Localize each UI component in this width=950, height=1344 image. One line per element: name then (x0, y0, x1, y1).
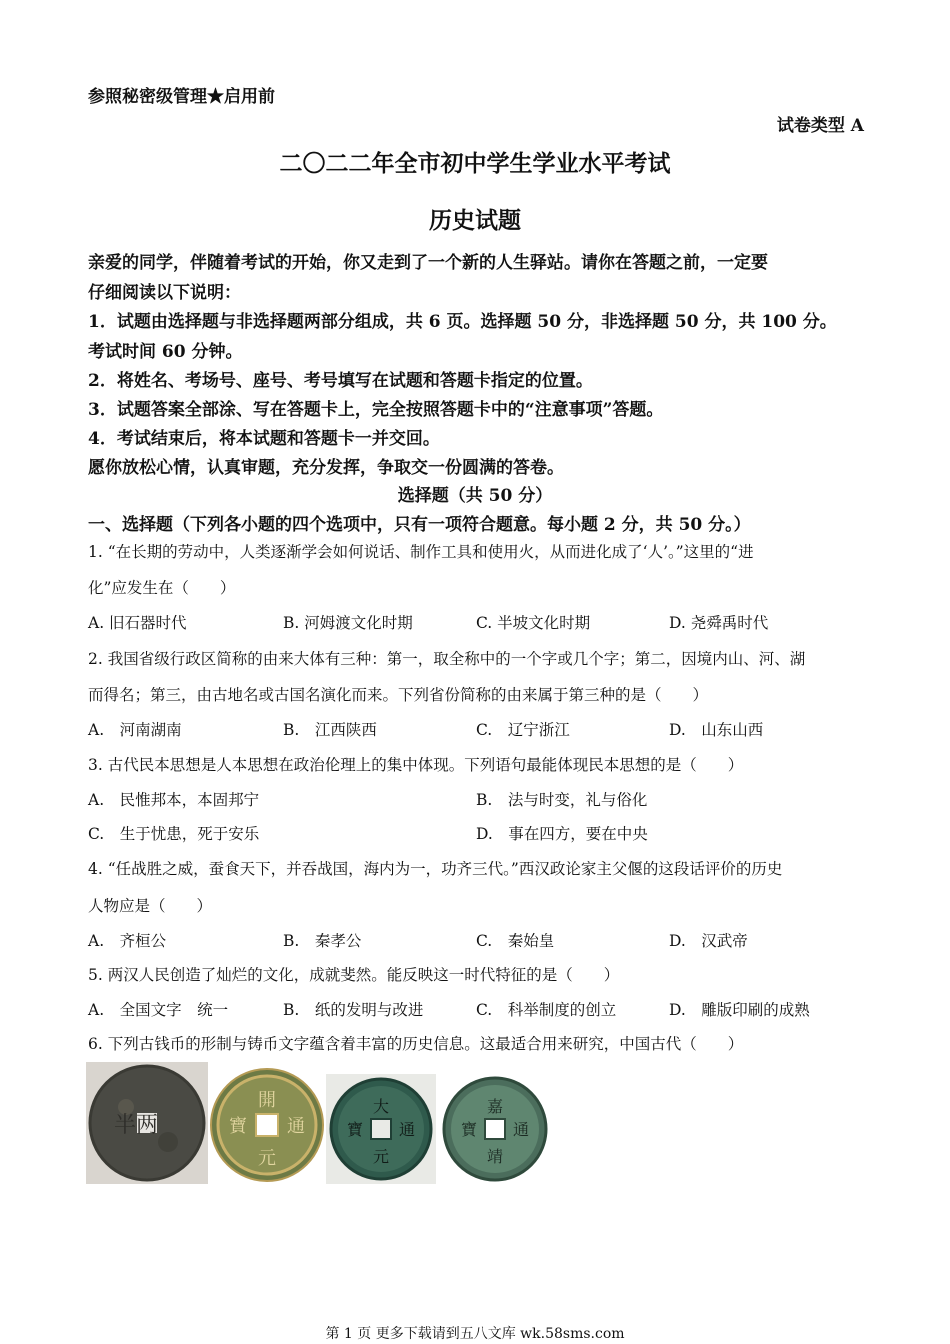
coin-image-banliang (86, 1062, 208, 1184)
q2-option-d: D. 山东山西 (669, 721, 764, 739)
question-2-text: 2. 我国省级行政区简称的由来大体有三种：第一，取全称中的一个字或几个字；第二，因境内山、河、湖 (88, 650, 806, 668)
section-instruction: 一、选择题（下列各小题的四个选项中，只有一项符合题意。每小题 2 分，共 50 分。） (88, 515, 751, 535)
rule-2: 2．将姓名、考场号、座号、考号填写在试题和答题卡指定的位置。 (88, 371, 593, 391)
question-1-text-cont: 化”应发生在（ ） (88, 579, 236, 597)
svg-text:寶: 寶 (460, 1120, 478, 1139)
svg-text:大: 大 (372, 1097, 390, 1116)
q3-option-d: D. 事在四方，要在中央 (476, 825, 648, 843)
q4-option-c: C. 秦始皇 (476, 932, 555, 950)
svg-text:通: 通 (287, 1116, 305, 1137)
question-6-text: 6. 下列古钱币的形制与铸币文字蕴含着丰富的历史信息。这最适合用来研究，中国古代（ ） (88, 1035, 744, 1053)
svg-text:開: 開 (258, 1090, 276, 1111)
question-4-text: 4. “任战胜之威，蚕食天下，并吞战国，海内为一，功齐三代。”西汉政论家主父偃的这段话评价的历史 (88, 860, 783, 878)
q3-option-a: A. 民惟邦本，本固邦宁 (88, 791, 260, 809)
q4-option-a: A. 齐桓公 (88, 932, 167, 950)
question-2-text-cont: 而得名；第三，由古地名或古国名演化而来。下列省份简称的由来属于第三种的是（ ） (88, 686, 709, 704)
q1-option-a: A. 旧石器时代 (88, 614, 187, 632)
q5-option-b: B. 纸的发明与改进 (283, 1001, 424, 1019)
q4-option-d: D. 汉武帝 (669, 932, 748, 950)
svg-text:寶: 寶 (346, 1120, 364, 1139)
rule-1-cont: 考试时间 60 分钟。 (88, 342, 243, 362)
rule-4: 4．考试结束后，将本试题和答题卡一并交回。 (88, 429, 440, 449)
intro-line: 仔细阅读以下说明： (88, 283, 241, 303)
rule-3: 3．试题答案全部涂、写在答题卡上，完全按照答题卡中的“注意事项”答题。 (88, 400, 664, 420)
svg-text:元: 元 (258, 1148, 276, 1169)
wish-line: 愿你放松心情，认真审题，充分发挥，争取交一份圆满的答卷。 (88, 458, 564, 478)
q5-option-d: D. 雕版印刷的成熟 (669, 1001, 810, 1019)
svg-text:通: 通 (398, 1120, 416, 1139)
q1-option-b: B. 河姆渡文化时期 (283, 614, 413, 632)
exam-title: 二〇二二年全市初中学生学业水平考试 (279, 150, 671, 177)
question-1-text: 1. “在长期的劳动中，人类逐渐学会如何说话、制作工具和使用火，从而进化成了‘人’。”这里的“进 (88, 543, 754, 561)
svg-text:寶: 寶 (229, 1116, 247, 1137)
svg-text:元: 元 (372, 1147, 390, 1166)
svg-text:通: 通 (512, 1120, 530, 1139)
coin-image-dayuan (326, 1074, 436, 1184)
q1-option-c: C. 半坡文化时期 (476, 614, 591, 632)
page-footer: 第 1 页 更多下载请到五八文库 wk.58sms.com (325, 1326, 625, 1342)
coin-image-jiajing (440, 1074, 550, 1184)
exam-subtitle: 历史试题 (429, 207, 521, 234)
q5-option-c: C. 科举制度的创立 (476, 1001, 617, 1019)
svg-text:嘉: 嘉 (486, 1097, 504, 1116)
rule-1: 1．试题由选择题与非选择题两部分组成，共 6 页。选择题 50 分，非选择题 50 分，共 100 分。 (88, 312, 837, 332)
confidential-label: 参照秘密级管理★启用前 (88, 87, 275, 107)
q4-option-b: B. 秦孝公 (283, 932, 362, 950)
intro-line: 亲爱的同学，伴随着考试的开始，你又走到了一个新的人生驿站。请你在答题之前，一定要 (88, 253, 768, 273)
q1-option-d: D. 尧舜禹时代 (669, 614, 769, 632)
q2-option-c: C. 辽宁浙江 (476, 721, 570, 739)
question-5-text: 5. 两汉人民创造了灿烂的文化，成就斐然。能反映这一时代特征的是（ ） (88, 966, 620, 984)
svg-text:靖: 靖 (486, 1147, 504, 1166)
paper-type-label: 试卷类型 A (776, 116, 864, 136)
question-3-text: 3. 古代民本思想是人本思想在政治伦理上的集中体现。下列语句最能体现民本思想的是（ ） (88, 756, 744, 774)
q2-option-b: B. 江西陕西 (283, 721, 377, 739)
q3-option-c: C. 生于忧患，死于安乐 (88, 825, 260, 843)
coin-inscription: 半两 (114, 1113, 159, 1138)
question-4-text-cont: 人物应是（ ） (88, 897, 213, 915)
section-heading: 选择题（共 50 分） (397, 486, 553, 506)
coin-image-kaiyuan (208, 1066, 326, 1184)
q3-option-b: B. 法与时变，礼与俗化 (476, 791, 648, 809)
q5-option-a: A. 全国文字 统一 (88, 1001, 229, 1019)
q2-option-a: A. 河南湖南 (88, 721, 182, 739)
